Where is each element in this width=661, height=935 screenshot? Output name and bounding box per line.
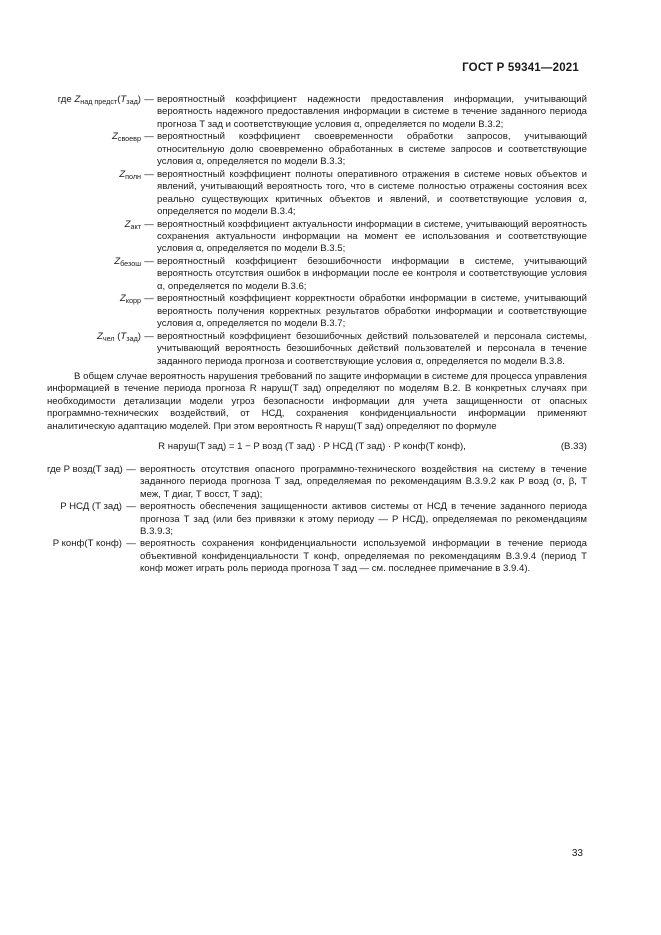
definition-term: [47, 131, 141, 143]
term-variable: Z: [114, 255, 121, 267]
term-subscript: полн: [125, 171, 141, 181]
definition-text: вероятностный коэффициент своевременности обработки запросов, учитывающий относительную долю своевременно обработанных в системе запросов и соответствующие условия α, определяется по модели В.3.3;: [157, 131, 587, 168]
definition-dash: —: [144, 131, 154, 143]
definition-term: P НСД (T зад): [60, 501, 122, 513]
definition-list-coefficients: [47, 94, 587, 368]
term-param-variable: T: [120, 94, 127, 105]
formula-block: [47, 441, 587, 453]
term-variable: Z: [124, 218, 131, 230]
definition-dash: —: [126, 463, 136, 475]
definition-item: [47, 331, 587, 368]
definition-term: [47, 256, 141, 268]
definition-item: [47, 169, 587, 219]
definition-term: [47, 331, 141, 343]
term-variable: Z: [74, 94, 81, 105]
definition-item: [47, 219, 587, 256]
definition-dash: —: [126, 538, 136, 550]
definition-item: [47, 256, 587, 293]
term-paren-close: ): [137, 94, 141, 105]
definition-term: где P возд(T зад): [47, 463, 123, 475]
page-content: [47, 94, 587, 576]
definition-term: [47, 169, 141, 181]
definition-list-probabilities: [47, 464, 587, 576]
definition-dash: —: [144, 168, 154, 180]
term-param-subscript: зад: [126, 97, 138, 106]
body-paragraph: В общем случае вероятность нарушения требований по защите информации в системе для процесса управления информацией в течение периода прогноза R наруш(T зад) определяют по моделям В.2. В конкретных случаях при необходимости детализации модели угроз безопасности информации для учета защищенности от опасных программно-технических воздействий, от НСД, сохранения конфиденциальности информации применяют аналитическую адаптацию моделей. При этом вероятность R наруш(T зад) определяют по формуле: [47, 370, 587, 432]
definition-item: [47, 464, 587, 501]
term-subscript: корр: [125, 296, 141, 306]
definition-text: вероятностный коэффициент актуальности информации в системе, учитывающий вероятность сохранения актуальности информации на момент ее использования и соответствующие условия α, определяется по модели В.3.5;: [157, 218, 587, 255]
definition-term: [47, 219, 141, 231]
term-variable: Z: [111, 131, 118, 143]
term-subscript: акт: [130, 221, 141, 231]
term-param-variable: T: [120, 330, 127, 342]
definition-dash: —: [144, 94, 154, 105]
definition-dash: —: [144, 255, 154, 267]
formula-expression: R наруш(T зад) = 1 − P возд (T зад) · P НСД (T зад) · P конф(T конф),: [158, 441, 466, 453]
term-prefix: где: [57, 94, 75, 105]
term-paren: (: [117, 94, 121, 105]
term-subscript: своевр: [117, 134, 141, 144]
term-param-subscript: зад: [126, 333, 138, 343]
term-subscript: чел: [102, 333, 115, 343]
definition-dash: —: [144, 293, 154, 305]
definition-item: [47, 131, 587, 168]
definition-text: вероятностный коэффициент надежности предоставления информации, учитывающий вероятность надежного предоставления информации в системе в течение заданного периода прогноза T зад и соответствующие условия α, определяется по модели В.3.2;: [157, 94, 587, 130]
definition-text: вероятность обеспечения защищенности активов системы от НСД в течение заданного периода прогноза T зад (или без привязки к этому периоду — P НСД), определяемая по рекомендациям В.3.9.3;: [140, 501, 587, 537]
term-paren: (: [114, 330, 121, 342]
definition-item: [47, 293, 587, 330]
definition-text: вероятностный коэффициент безошибочных действий пользователей и персонала системы, учитывающий вероятность безошибочных действий пользователей и персонала в течение заданного периода прогноза и соответствующие условия α, определяется по модели В.3.8.: [157, 330, 587, 367]
definition-text: вероятность сохранения конфиденциальности используемой информации в течение периода объективной конфиденциальности T конф, определяемая по рекомендациям В.3.9.4 (период T конф может играть роль периода прогноза T зад — см. последнее примечание в 3.9.4).: [140, 538, 587, 575]
definition-item: [47, 501, 587, 538]
term-variable: Z: [96, 330, 103, 342]
formula-number: (В.33): [560, 441, 587, 453]
definition-dash: —: [126, 501, 136, 513]
definition-text: вероятность отсутствия опасного программно-технического воздействия на систему в течение заданного периода прогноза T зад, определяемая по рекомендациям В.3.9.2 как P возд (σ, β, T меж, T диаг, T восст, T зад);: [140, 463, 587, 500]
document-id: ГОСТ Р 59341—2021: [462, 62, 579, 74]
term-subscript: безош: [120, 258, 141, 268]
definition-dash: —: [144, 330, 154, 342]
page-number: 33: [571, 848, 583, 859]
term-paren-close: ): [137, 330, 141, 342]
definition-dash: —: [144, 218, 154, 230]
term-subscript: над предст: [80, 97, 118, 106]
definition-term: P конф(T конф): [52, 538, 122, 550]
definition-text: вероятностный коэффициент безошибочности информации в системе, учитывающий вероятность отсутствия ошибок в информации после ее контроля и соответствующие условия α, определяется по модели В.3.6;: [157, 255, 587, 292]
term-variable: Z: [119, 168, 126, 180]
term-variable: Z: [119, 293, 126, 305]
definition-item: [47, 94, 587, 131]
definition-text: вероятностный коэффициент корректности обработки информации в системе, учитывающий вероятность получения корректных результатов обработки информации и соответствующие условия α, определяется по модели В.3.7;: [157, 293, 587, 330]
definition-term: [47, 293, 141, 305]
definition-term: [47, 94, 141, 106]
definition-item: [47, 538, 587, 575]
definition-text: вероятностный коэффициент полноты оперативного отражения в системе новых объектов и явлений, учитывающий вероятность того, что в системе полностью отражены состояния всех реально существующих критичных объектов и явлений, и соответствующие условия α, определяется по модели В.3.4;: [157, 168, 587, 218]
